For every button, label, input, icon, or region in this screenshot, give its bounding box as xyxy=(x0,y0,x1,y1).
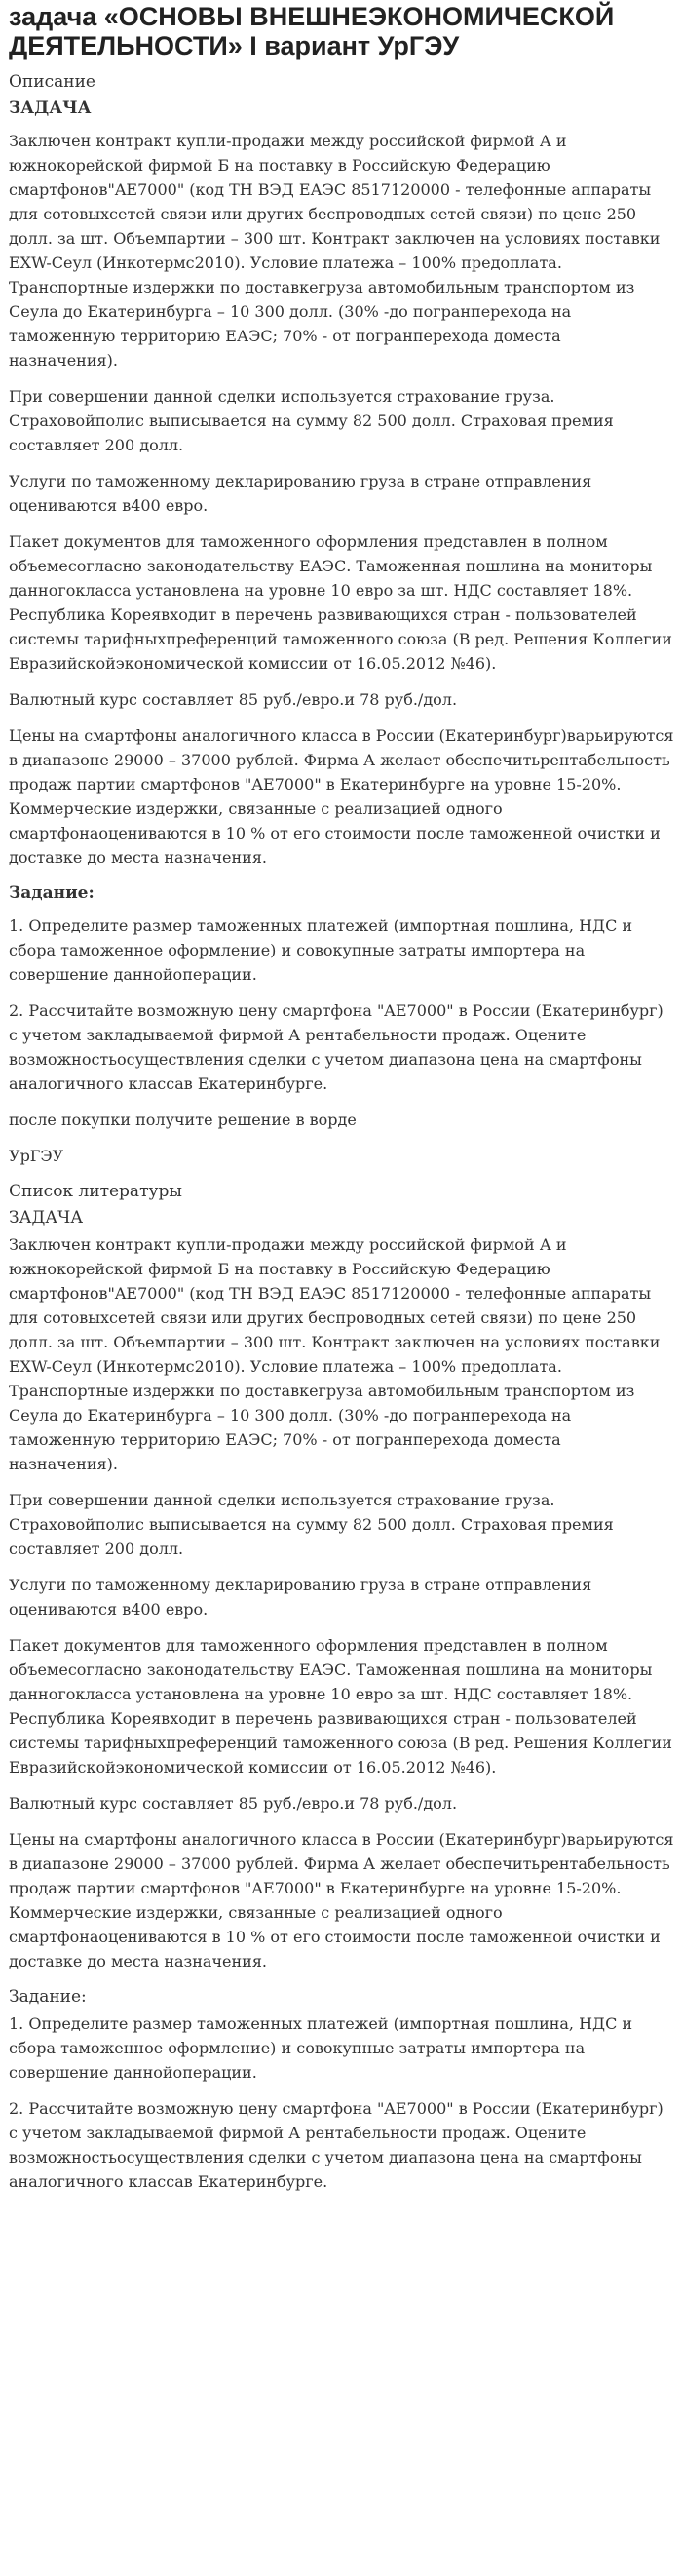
assignment-item-2: 2. Рассчитайте возможную цену смартфона "AE7000" в России (Екатеринбург) с учетом закладываемой фирмой А рентабельности продаж. Оцените возможностьосуществления сделки с учетом диапазона цена на смартфоны аналогичного классав Екатеринбурге. xyxy=(9,2099,664,2191)
section-label-literature: Список литературы xyxy=(9,1182,182,1201)
paragraph-exchange-rate: Валютный курс составляет 85 руб./евро.и 78 руб./дол. xyxy=(9,1794,458,1813)
assignment-item-1: 1. Определите размер таможенных платежей (импортная пошлина, НДС и сбора таможенное оформление) и совокупные затраты импортера на совершение даннойоперации. xyxy=(9,2014,633,2082)
paragraph-documents: Пакет документов для таможенного оформления представлен в полном объемесогласно законодательству ЕАЭС. Таможенная пошлина на мониторы данногокласса установлена на уровне 10 евро за шт. НДС составляет 18%. Республика Кореявходит в перечень развивающихся стран - пользователей системы тарифныхпреференций таможенного союза (В ред. Решения Коллегии Евразийскойэкономической комиссии от 16.05.2012 №46). xyxy=(9,532,672,673)
section-description xyxy=(9,70,674,1168)
paragraph-prices: Цены на смартфоны аналогичного класса в России (Екатеринбург)варьируются в диапазоне 29000 – 37000 рублей. Фирма А желает обеспечитьрентабельность продаж партии смартфонов "AE7000" в Екатеринбурге на уровне 15-20%. Коммерческие издержки, связанные с реализацией одного смартфонаоцениваются в 10 % от его стоимости после таможенной очистки и доставке до места назначения. xyxy=(9,1830,674,1971)
purchase-note: после покупки получите решение в ворде xyxy=(9,1111,357,1129)
paragraph-declaration: Услуги по таможенному декларированию груза в стране отправления оцениваются в400 евро. xyxy=(9,1576,592,1619)
paragraph-prices: Цены на смартфоны аналогичного класса в России (Екатеринбург)варьируются в диапазоне 29000 – 37000 рублей. Фирма А желает обеспечитьрентабельность продаж партии смартфонов "AE7000" в Екатеринбурге на уровне 15-20%. Коммерческие издержки, связанные с реализацией одного смартфонаоцениваются в 10 % от его стоимости после таможенной очистки и доставке до места назначения. xyxy=(9,726,674,867)
section-label-description: Описание xyxy=(9,72,95,92)
task-heading: ЗАДАЧА xyxy=(9,1208,84,1228)
assignment-item-2: 2. Рассчитайте возможную цену смартфона "AE7000" в России (Екатеринбург) с учетом закладываемой фирмой А рентабельности продаж. Оцените возможностьосуществления сделки с учетом диапазона цена на смартфоны аналогичного классав Екатеринбурге. xyxy=(9,1001,664,1093)
paragraph-insurance: При совершении данной сделки используется страхование груза. Страховойполис выписывается на сумму 82 500 долл. Страховая премия составляет 200 долл. xyxy=(9,387,614,454)
paragraph-contract: Заключен контракт купли-продажи между российской фирмой А и южнокорейской фирмой Б на поставку в Российскую Федерацию смартфонов"AE7000" (код ТН ВЭД ЕАЭС 8517120000 - телефонные аппараты для сотовыхсетей связи или других беспроводных сетей связи) по цене 250 долл. за шт. Объемпартии – 300 шт. Контракт заключен на условиях поставки EXW-Сеул (Инкотермс2010). Условие платежа – 100% предоплата. Транспортные издержки по доставкегруза автомобильным транспортом из Сеула до Екатеринбурга – 10 300 долл. (30% -до погранперехода на таможенную территорию ЕАЭС; 70% - от погранперехода доместа назначения). xyxy=(9,1235,661,1473)
assignment-label: Задание: xyxy=(9,883,95,903)
page xyxy=(0,2,683,2194)
section-literature xyxy=(9,1180,674,2194)
task-heading: ЗАДАЧА xyxy=(9,98,92,118)
paragraph-documents: Пакет документов для таможенного оформления представлен в полном объемесогласно законодательству ЕАЭС. Таможенная пошлина на мониторы данногокласса установлена на уровне 10 евро за шт. НДС составляет 18%. Республика Кореявходит в перечень развивающихся стран - пользователей системы тарифныхпреференций таможенного союза (В ред. Решения Коллегии Евразийскойэкономической комиссии от 16.05.2012 №46). xyxy=(9,1636,672,1776)
paragraph-exchange-rate: Валютный курс составляет 85 руб./евро.и 78 руб./дол. xyxy=(9,690,458,709)
assignment-label: Задание: xyxy=(9,1987,87,2007)
paragraph-contract: Заключен контракт купли-продажи между российской фирмой А и южнокорейской фирмой Б на поставку в Российскую Федерацию смартфонов"AE7000" (код ТН ВЭД ЕАЭС 8517120000 - телефонные аппараты для сотовыхсетей связи или других беспроводных сетей связи) по цене 250 долл. за шт. Объемпартии – 300 шт. Контракт заключен на условиях поставки EXW-Сеул (Инкотермс2010). Условие платежа – 100% предоплата. Транспортные издержки по доставкегруза автомобильным транспортом из Сеула до Екатеринбурга – 10 300 долл. (30% -до погранперехода на таможенную территорию ЕАЭС; 70% - от погранперехода доместа назначения). xyxy=(9,132,661,370)
page-title: задача «ОСНОВЫ ВНЕШНЕЭКОНОМИЧЕСКОЙ ДЕЯТЕЛЬНОСТИ» I вариант УрГЭУ xyxy=(9,2,615,60)
paragraph-insurance: При совершении данной сделки используется страхование груза. Страховойполис выписывается на сумму 82 500 долл. Страховая премия составляет 200 долл. xyxy=(9,1491,614,1558)
organization-label: УрГЭУ xyxy=(9,1147,64,1165)
paragraph-declaration: Услуги по таможенному декларированию груза в стране отправления оцениваются в400 евро. xyxy=(9,472,592,515)
assignment-item-1: 1. Определите размер таможенных платежей (импортная пошлина, НДС и сбора таможенное оформление) и совокупные затраты импортера на совершение даннойоперации. xyxy=(9,917,633,984)
